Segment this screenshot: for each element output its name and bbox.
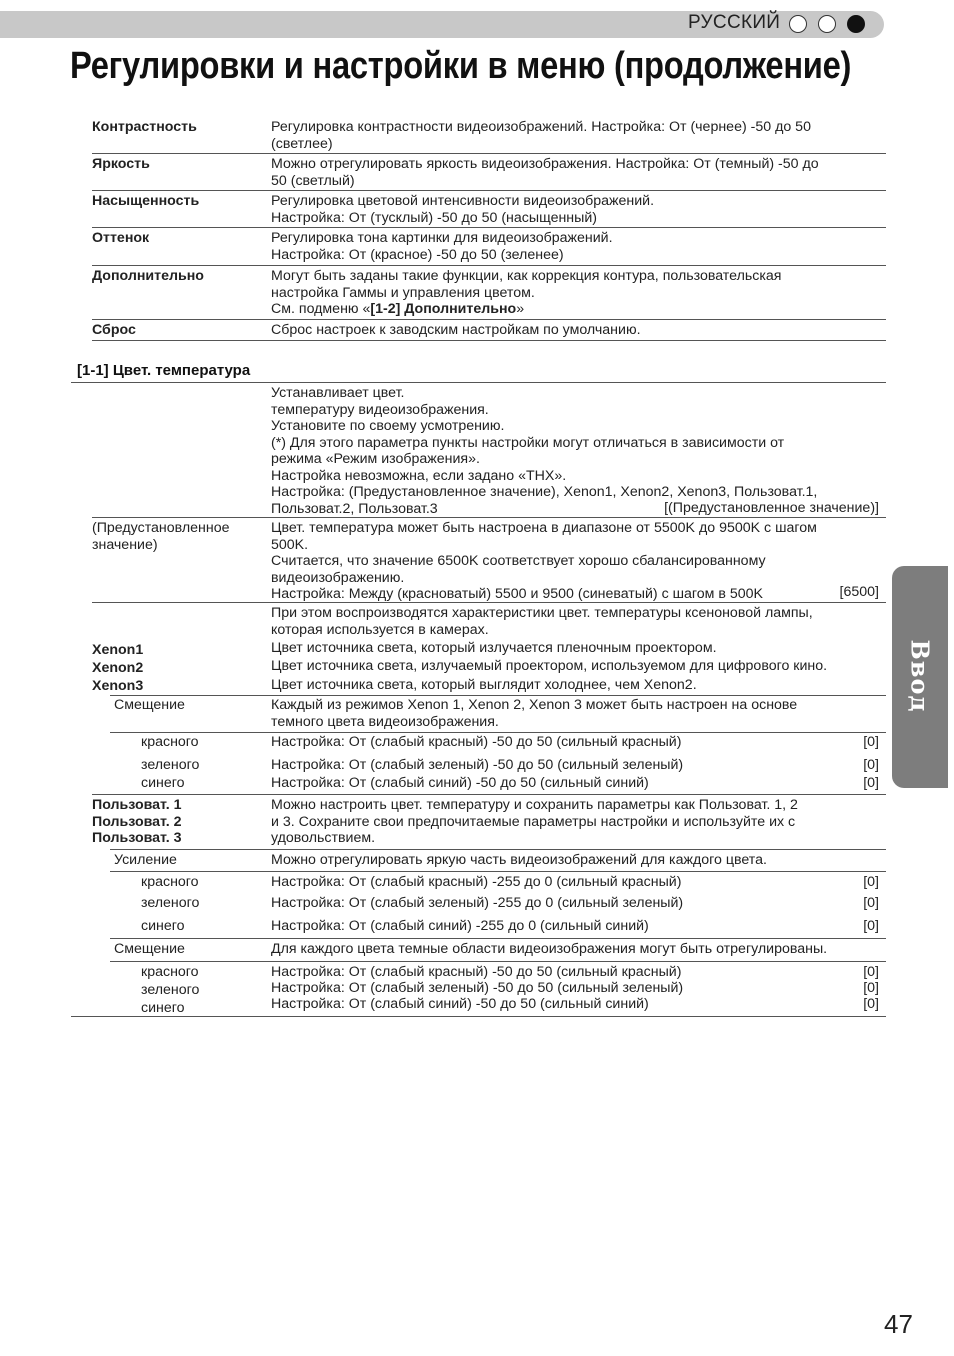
see-suffix: » [516, 301, 525, 317]
intro-line: (*) Для этого параметра пункты настройки могут отличаться в зависимости от [271, 434, 785, 451]
see-prefix: См. подменю « [271, 301, 371, 317]
offset-name: Смещение [114, 941, 185, 957]
description-line: настройка Гаммы и управления цветом. [271, 284, 535, 301]
blue-setting: Настройка: От (слабый синий) -255 до 0 (сильный синий) [271, 918, 649, 934]
table-row [92, 320, 886, 341]
red-default: [0] [863, 874, 879, 890]
user-name: Пользоват. 2 [92, 813, 182, 830]
preset-name [92, 520, 229, 553]
divider [92, 602, 886, 603]
xenon3-name: Xenon3 [92, 678, 144, 694]
offset-name: Смещение [114, 697, 185, 713]
setting-description [271, 193, 886, 227]
preset-line: 500K. [271, 536, 309, 553]
divider [110, 732, 886, 733]
xenon-intro-line: При этом воспроизводятся характеристики цвет. температуры ксеноновой лампы, [271, 605, 813, 621]
intro-line: температуру видеоизображения. [271, 401, 489, 418]
preset-line: Цвет. температура может быть настроена в диапазоне от 5500K до 9500K с шагом [271, 520, 817, 536]
intro-line: Устанавливает цвет. [271, 385, 405, 401]
divider [110, 695, 886, 696]
description-line: Могут быть заданы такие функции, как коррекция контура, пользовательская [271, 268, 782, 284]
red-default: [0] [863, 964, 879, 980]
preset-name-line: значение) [92, 536, 158, 553]
xenon3-description: Цвет источника света, который выглядит холоднее, чем Xenon2. [271, 677, 697, 693]
setting-description [271, 322, 886, 340]
color-name-green: зеленого [141, 982, 200, 998]
language-label: РУССКИЙ [688, 12, 781, 33]
progress-dot-empty-icon [818, 15, 836, 33]
blue-setting: Настройка: От (слабый синий) -50 до 50 (сильный синий) [271, 996, 649, 1012]
setting-name: Контрастность [92, 119, 197, 135]
xenon2-description: Цвет источника света, излучаемый проектором, используемом для цифрового кино. [271, 658, 828, 674]
preset-line: Настройка: Между (красноватый) 5500 и 9500 (синеватый) с шагом в 500K [271, 586, 763, 602]
description-line: (светлее) [271, 135, 333, 152]
intro-default-value: [(Предустановленное значение)] [664, 500, 879, 516]
color-name-red: красного [141, 734, 199, 750]
user-line: и 3. Сохраните свои предпочитаемые параметры настройки и используйте их с [271, 813, 796, 830]
picture-settings-table [92, 118, 886, 341]
setting-name: Насыщенность [92, 193, 200, 209]
page-title: Регулировки и настройки в меню (продолжение) [70, 45, 852, 87]
submenu-link[interactable]: [1-2] Дополнительно [370, 301, 517, 317]
setting-name: Дополнительно [92, 268, 204, 284]
user-line: удовольствием. [271, 830, 376, 846]
red-default: [0] [863, 734, 879, 750]
offset-line: Каждый из режимов Xenon 1, Xenon 2, Xenon 3 может быть настроен на основе [271, 697, 798, 713]
red-setting: Настройка: От (слабый красный) -50 до 50 (сильный красный) [271, 734, 682, 750]
blue-default: [0] [863, 775, 879, 791]
section-title: [1-1] Цвет. температура [77, 362, 251, 379]
description-line: Регулировка цветовой интенсивности видеоизображений. [271, 193, 655, 209]
progress-dot-empty-icon [789, 15, 807, 33]
description-line: Регулировка тона картинки для видеоизображений. [271, 230, 613, 246]
description-line: Настройка: От (красное) -50 до 50 (зеленее) [271, 246, 564, 263]
color-name-blue: синего [141, 918, 185, 934]
divider [110, 938, 886, 939]
green-setting: Настройка: От (слабый зеленый) -50 до 50 (сильный зеленый) [271, 757, 684, 773]
setting-name: Оттенок [92, 230, 150, 246]
gain-name: Усиление [114, 852, 177, 868]
setting-description [271, 119, 886, 153]
color-name-blue: синего [141, 1000, 185, 1016]
color-name-red: красного [141, 874, 199, 890]
offset-description [271, 697, 797, 730]
intro-line: Пользоват.2, Пользоват.3 [271, 500, 438, 517]
see-submenu-line [271, 301, 886, 318]
intro-line: Настройка: (Предустановленное значение), Xenon1, Xenon2, Xenon3, Пользоват.1, [271, 484, 818, 500]
xenon-intro [271, 605, 813, 638]
offset-description: Для каждого цвета темные области видеоизображения могут быть отрегулированы. [271, 941, 828, 957]
table-row [92, 266, 886, 320]
user-names [92, 797, 182, 847]
user-name: Пользоват. 1 [92, 797, 182, 813]
table-row [92, 191, 886, 228]
color-name-red: красного [141, 964, 199, 980]
intro-description [271, 385, 817, 517]
preset-description [271, 520, 817, 603]
green-default: [0] [863, 757, 879, 773]
intro-line: режима «Режим изображения». [271, 451, 480, 467]
description-line: 50 (светлый) [271, 172, 355, 189]
divider [110, 849, 886, 850]
progress-dot-filled-icon [847, 15, 865, 33]
color-name-green: зеленого [141, 757, 200, 773]
setting-description [271, 268, 886, 319]
blue-default: [0] [863, 996, 879, 1012]
setting-description [271, 230, 886, 265]
divider [110, 961, 886, 962]
blue-default: [0] [863, 918, 879, 934]
color-name-green: зеленого [141, 895, 200, 911]
intro-line: Настройка невозможна, если задано «THX». [271, 467, 567, 484]
intro-line: Установите по своему усмотрению. [271, 418, 505, 434]
setting-name: Яркость [92, 156, 150, 172]
divider [110, 871, 886, 872]
divider [71, 382, 886, 383]
xenon1-description: Цвет источника света, который излучается пленочным проектором. [271, 640, 717, 656]
user-line: Можно настроить цвет. температуру и сохранить параметры как Пользоват. 1, 2 [271, 797, 798, 813]
offset-line: темного цвета видеоизображения. [271, 713, 499, 730]
description-line: Настройка: От (тусклый) -50 до 50 (насыщенный) [271, 209, 597, 226]
user-name: Пользоват. 3 [92, 830, 182, 846]
red-setting: Настройка: От (слабый красный) -255 до 0 (сильный красный) [271, 874, 682, 890]
table-row [92, 154, 886, 191]
green-setting: Настройка: От (слабый зеленый) -255 до 0 (сильный зеленый) [271, 895, 684, 911]
preset-line: видеоизображению. [271, 569, 405, 586]
divider [71, 1016, 886, 1017]
xenon2-name: Xenon2 [92, 660, 144, 676]
side-tab-label: Ввод [905, 639, 935, 713]
divider [92, 794, 886, 795]
green-default: [0] [863, 980, 879, 996]
blue-setting: Настройка: От (слабый синий) -50 до 50 (сильный синий) [271, 775, 649, 791]
description-line: Можно отрегулировать яркость видеоизображения. Настройка: От (темный) -50 до [271, 156, 819, 172]
page-number: 47 [884, 1309, 913, 1339]
xenon-intro-line: которая используется в камерах. [271, 621, 489, 638]
description-line: Регулировка контрастности видеоизображений. Настройка: От (чернее) -50 до 50 [271, 119, 811, 135]
table-row [92, 228, 886, 266]
red-setting: Настройка: От (слабый красный) -50 до 50 (сильный красный) [271, 964, 682, 980]
user-description [271, 797, 798, 847]
green-setting: Настройка: От (слабый зеленый) -50 до 50 (сильный зеленый) [271, 980, 684, 996]
divider [92, 517, 886, 518]
gain-description: Можно отрегулировать яркую часть видеоизображений для каждого цвета. [271, 852, 767, 868]
color-name-blue: синего [141, 775, 185, 791]
preset-name-line: (Предустановленное [92, 520, 230, 536]
table-row [92, 118, 886, 154]
setting-name: Сброс [92, 322, 136, 338]
xenon1-name: Xenon1 [92, 642, 144, 658]
description-line: Сброс настроек к заводским настройкам по умолчанию. [271, 322, 641, 338]
preset-default-value: [6500] [839, 584, 879, 600]
setting-description [271, 156, 886, 190]
green-default: [0] [863, 895, 879, 911]
preset-line: Считается, что значение 6500K соответствует хорошо сбалансированному [271, 553, 766, 569]
